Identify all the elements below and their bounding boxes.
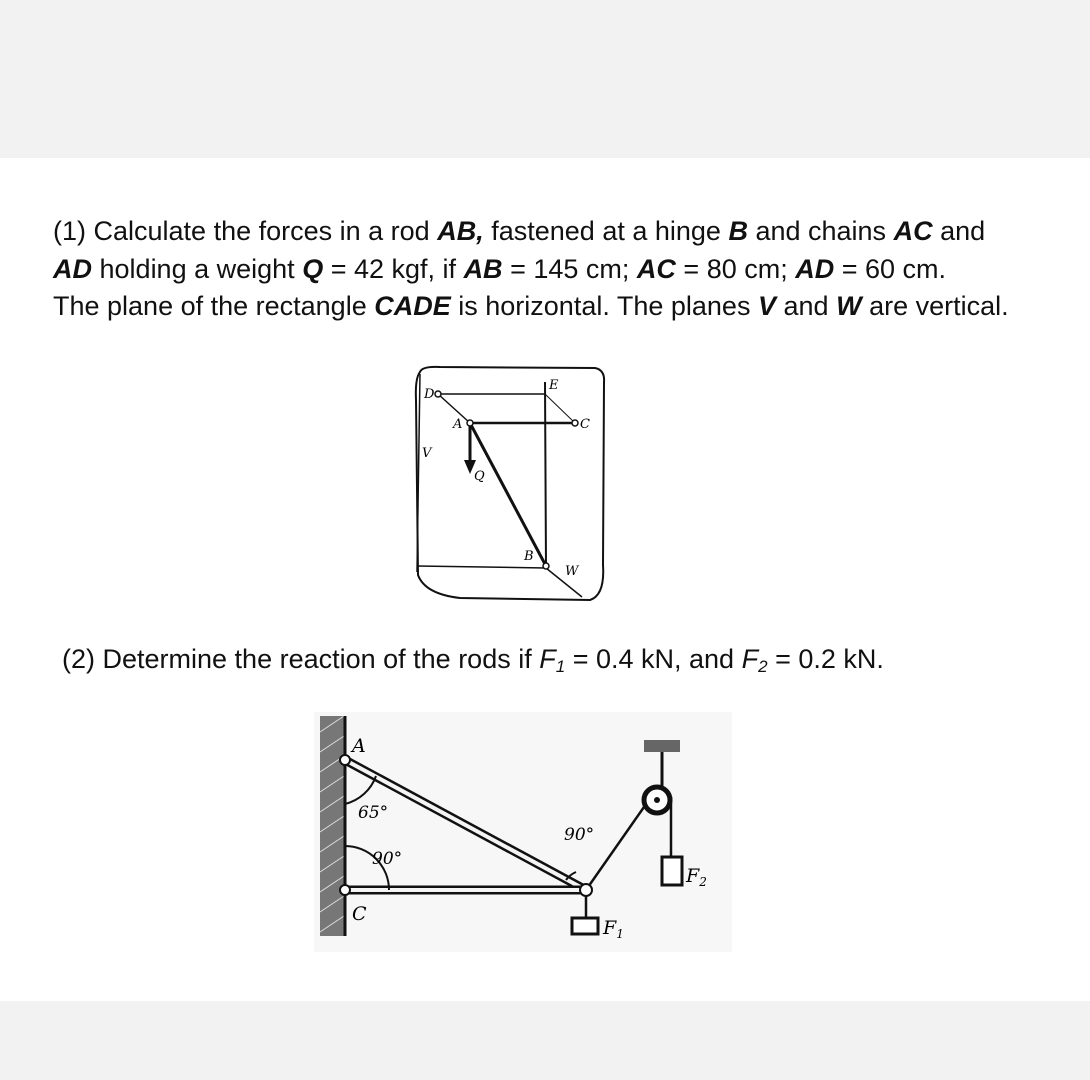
point-D [435, 391, 441, 397]
label-B: B [524, 549, 534, 564]
label-D: D [424, 387, 435, 402]
label-A: A [352, 735, 366, 757]
point-C [572, 420, 578, 426]
figure-rods-pulley [314, 712, 732, 952]
label-F1: $F_1$ [603, 917, 624, 941]
problem-1-text: (1) Calculate the forces in a rod AB, fastened at a hinge B and chains AC and AD holding a weight Q = 42 kgf, if AB = 145 cm; AC = 80 cm; AD = 60 cm. The plane of the rectangle CADE is horizontal. The planes V and W are vertical. [53, 216, 1009, 321]
weight-F1 [572, 918, 598, 934]
label-A: A [453, 417, 463, 432]
figure-rod-chains [400, 360, 610, 605]
label-E: E [549, 378, 559, 393]
label-Q: Q [474, 469, 485, 484]
hinge-C [340, 885, 350, 895]
label-V: V [422, 446, 432, 461]
label-C: C [580, 417, 590, 432]
label-angle-90-right: 90° [564, 825, 595, 845]
hinge-joint [580, 884, 592, 896]
weight-F2 [662, 857, 682, 885]
hinge-A [340, 755, 350, 765]
problem-2-text: (2) Determine the reaction of the rods if $F_1 = 0.4$ kN, and $F_2 = 0.2$ kN. [62, 644, 884, 676]
ceiling-mount [644, 740, 680, 752]
point-B [543, 563, 549, 569]
label-angle-90-left: 90° [372, 849, 403, 869]
point-A [467, 420, 473, 426]
label-C: C [352, 903, 367, 925]
label-angle-65: 65° [358, 803, 389, 823]
label-F2: $F_2$ [686, 865, 707, 889]
label-W: W [565, 564, 579, 579]
